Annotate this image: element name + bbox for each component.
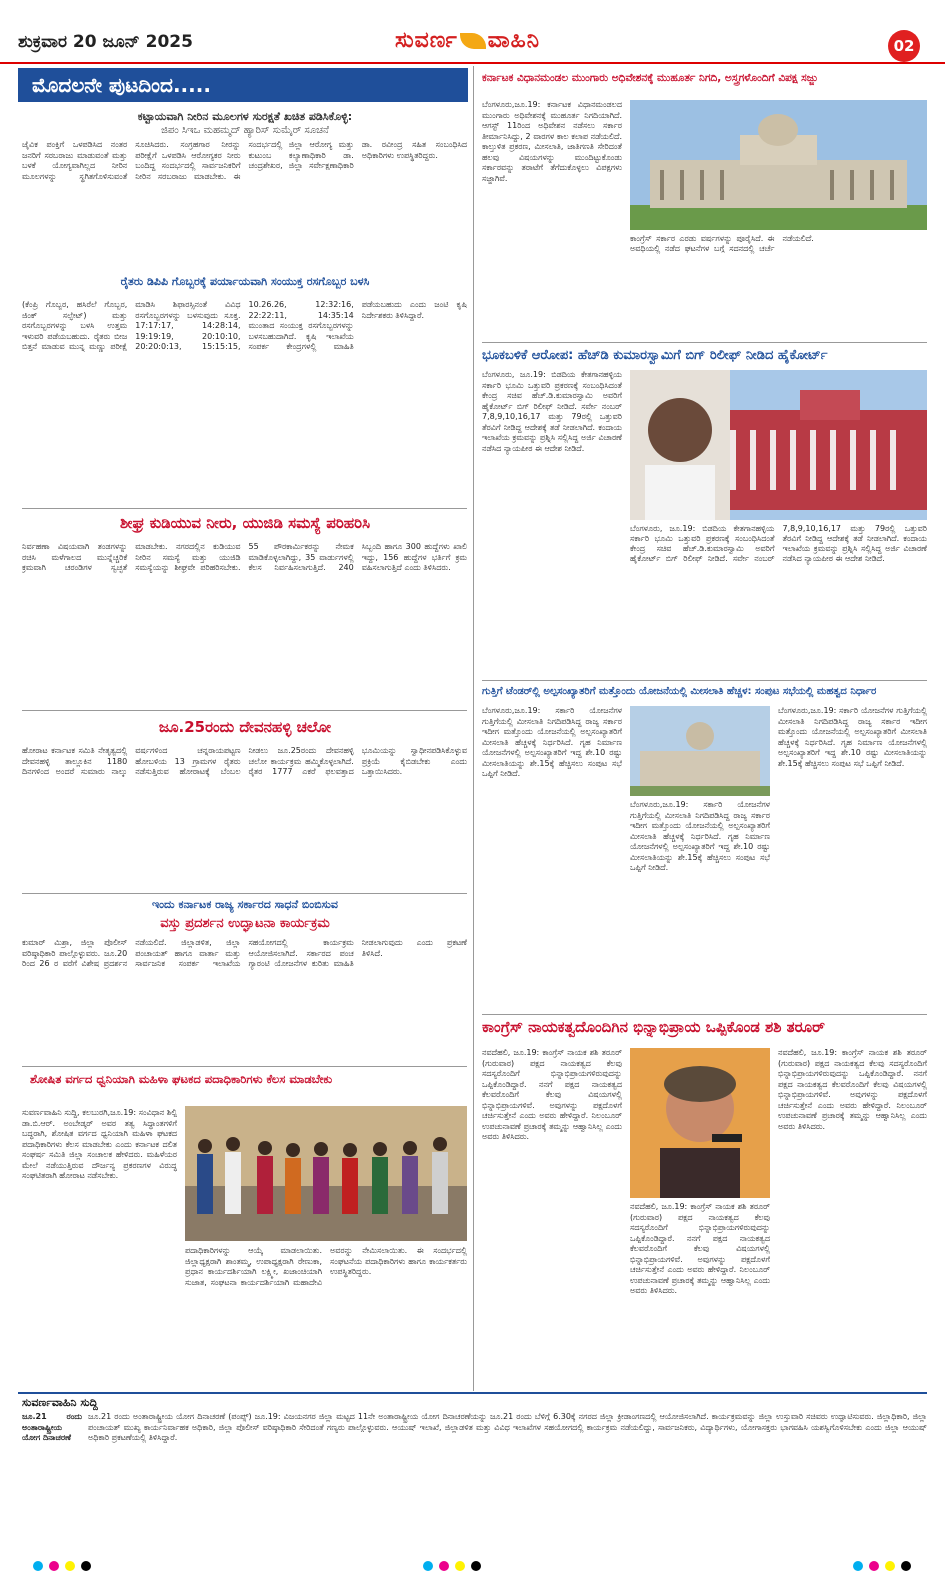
story4-body: ಹೋರಾಟ ಕರ್ನಾಟಕ ಸಮಿತಿ ನೇತೃತ್ವದಲ್ಲಿ ದೇವನಹಳ್ಳಿ ತಾಲ್ಲೂಕಿನ 1180 ದಿನಗಳಿಂದ ಅಂದರೆ ಸುಮಾರು ನಾಲ್ಕು ವರ್ಷಗಳಿಂದ ಚನ್ನರಾಯಪಟ್ಟಣ ಹೋಬಳಿಯ 13 ಗ್ರಾಮಗಳ ರೈತರು ನಡೆಸುತ್ತಿರುವ ಹೋರಾಟಕ್ಕೆ ಬೆಂಬಲ ನೀಡಲು ಜೂ.25ರಂದು ದೇವನಹಳ್ಳಿ ಚಲೋ ಕಾರ್ಯಕ್ರಮ ಹಮ್ಮಿಕೊಳ್ಳಲಾಗಿದೆ. ರೈತರ 1777 ಎಕರೆ ಫಲವತ್ತಾದ ಭೂಮಿಯನ್ನು ಸ್ವಾಧೀನಪಡಿಸಿಕೊಳ್ಳುವ ಪ್ರಕ್ರಿಯೆ ಕೈಬಿಡಬೇಕು ಎಂದು ಒತ್ತಾಯಿಸಿದರು. — [22, 746, 467, 776]
issue-date: ಶುಕ್ರವಾರ 20 ಜೂನ್ 2025 — [18, 32, 193, 52]
story-right-4-cont-2: ನವದೆಹಲಿ, ಜೂ.19: ಕಾಂಗ್ರೆಸ್ ನಾಯಕ ಶಶಿ ತರೂರ್ (ಗುರುವಾರ) ಪಕ್ಷದ ನಾಯಕತ್ವದ ಕೆಲವು ಸದಸ್ಯರೊಂದಿಗೆ ಭಿನ್ನಾಭಿಪ್ರಾಯಗಳಿರುವುದನ್ನು ಒಪ್ಪಿಕೊಂಡಿದ್ದಾರೆ. ನನಗೆ ಪಕ್ಷದ ನಾಯಕತ್ವದ ಕೆಲವರೊಂದಿಗೆ ಕೆಲವು ವಿಷಯಗಳಲ್ಲಿ ಭಿನ್ನಾಭಿಪ್ರಾಯಗಳಿವೆ. ಅವುಗಳನ್ನು ಪಕ್ಷದೊಳಗೆ ಚರ್ಚಿಸುತ್ತೇನೆ ಎಂದು ಅವರು ಹೇಳಿದ್ದಾರೆ. ನಿಲಂಬೂರ್ ಉಪಚುನಾವಣೆ ಪ್ರಚಾರಕ್ಕೆ ತಮ್ಮನ್ನು ಆಹ್ವಾನಿಸಿಲ್ಲ ಎಂದು ಅವರು ತಿಳಿಸಿದರು. — [778, 1048, 927, 1131]
building-icon — [630, 100, 927, 230]
color-dots-left — [30, 1556, 94, 1575]
story5-body: ಕುಮಾರ್ ಮಿಶ್ರಾ, ಜಿಲ್ಲಾ ಪೊಲೀಸ್ ವರಿಷ್ಠಾಧಿಕಾರಿ ಪಾಲ್ಗೊಳ್ಳುವರು. ಜೂ.20 ರಿಂದ 26 ರ ವರೆಗೆ ವಿಶೇಷ ಪ್ರದರ್ಶನ ನಡೆಯಲಿದೆ. ಜಿಲ್ಲಾಡಳಿತ, ಜಿಲ್ಲಾ ಪಂಚಾಯತ್ ಹಾಗೂ ವಾರ್ತಾ ಮತ್ತು ಸಾರ್ವಜನಿಕ ಸಂಪರ್ಕ ಇಲಾಖೆಯ ಸಹಯೋಗದಲ್ಲಿ ಕಾರ್ಯಕ್ರಮ ಆಯೋಜಿಸಲಾಗಿದೆ. ಸರ್ಕಾರದ ಪಂಚ ಗ್ಯಾರಂಟಿ ಯೋಜನೆಗಳ ಕುರಿತು ಮಾಹಿತಿ ನೀಡಲಾಗುವುದು ಎಂದು ಪ್ರಕಟಣೆ ತಿಳಿಸಿದೆ. — [22, 938, 467, 968]
story2-title: ರೈತರು ಡಿಪಿಪಿ ಗೊಬ್ಬರಕ್ಕೆ ಪರ್ಯಾಯವಾಗಿ ಸಂಯುಕ್ತ ರಸಗೊಬ್ಬರ ಬಳಸಿ — [120, 275, 370, 288]
brief-side: ಜೂ.21 ರಂದು ಅಂತಾರಾಷ್ಟ್ರೀಯ ಯೋಗ ದಿನಾಚರಣೆ — [22, 1412, 82, 1442]
lead-body: ಜೈವಿಕ ಪಂಕ್ತಿಗೆ ಒಳಪಡಿಸಿದ ನಂತರ ಜನರಿಗೆ ಸರಬರಾಜು ಮಾಡುವಂತೆ ಮತ್ತು ಬಳಕೆ ಯೋಗ್ಯವಾಗಿಲ್ಲದ ನೀರಿನ ಮೂಲಗಳನ್ನು ಸ್ಥಗಿತಗೊಳಿಸುವಂತೆ ಸೂಚಿಸಿದರು. ಸಂಗ್ರಹಗಾರ ನೀರನ್ನು ಪರೀಕ್ಷೆಗೆ ಒಳಪಡಿಸಿ ಆರೋಗ್ಯಕರ ನೀರು ಬಂದಿದ್ದ ಸಂದರ್ಭದಲ್ಲಿ ಸಾರ್ವಜನಿಕರಿಗೆ ನೀರಿನ ಸರಬರಾಜು ಮಾಡಬೇಕು. ಈ ಸಂದರ್ಭದಲ್ಲಿ ಜಿಲ್ಲಾ ಆರೋಗ್ಯ ಮತ್ತು ಕುಟುಂಬ ಕಲ್ಯಾಣಾಧಿಕಾರಿ ಡಾ. ಚಂದ್ರಶೇಖರ, ಜಿಲ್ಲಾ ಸರ್ವೇಕ್ಷಣಾಧಿಕಾರಿ ಡಾ. ರವೀಂದ್ರ ಸಹಿತ ಸಂಬಂಧಿಸಿದ ಅಧಿಕಾರಿಗಳು ಉಪಸ್ಥಿತರಿದ್ದರು. — [22, 140, 467, 181]
story4-title: ಜೂ.25ರಂದು ದೇವನಹಳ್ಳಿ ಚಲೋ — [158, 718, 332, 736]
court-and-portrait — [630, 370, 927, 520]
divider — [482, 342, 927, 343]
story-right-2-body: ಬೆಂಗಳೂರು, ಜೂ.19: ಬಿಡದಿಯ ಕೇತಗಾನಹಳ್ಳಿಯ ಸರ್ಕಾರಿ ಭೂಮಿ ಒತ್ತುವರಿ ಪ್ರಕರಣಕ್ಕೆ ಸಂಬಂಧಿಸಿದಂತೆ ಕೇಂದ್ರ ಸಚಿವ ಹೆಚ್.ಡಿ.ಕುಮಾರಸ್ವಾಮಿ ಅವರಿಗೆ ಹೈಕೋರ್ಟ್ ಬಿಗ್ ರಿಲೀಫ್ ನೀಡಿದೆ. ಸರ್ವೇ ನಂಬರ್ 7,8,9,10,16,17 ಮತ್ತು 79ರಲ್ಲಿ ಒತ್ತುವರಿ ತೆರವಿಗೆ ನೀಡಿದ್ದ ಆದೇಶಕ್ಕೆ ತಡೆ ನೀಡಲಾಗಿದೆ. ಕಂದಾಯ ಇಲಾಖೆಯ ಕ್ರಮವನ್ನು ಪ್ರಶ್ನಿಸಿ ಸಲ್ಲಿಸಿದ್ದ ಅರ್ಜಿ ವಿಚಾರಣೆ ನಡೆಸಿದ ನ್ಯಾಯಪೀಠ ಈ ಆದೇಶ ನೀಡಿದೆ. — [482, 370, 622, 453]
women-story-body-left: ಸುವರ್ಣವಾಹಿನಿ ಸುದ್ದಿ, ಕಲಬುರಗಿ,ಜೂ.19: ಸಂವಿಧಾನ ಶಿಲ್ಪಿ ಡಾ.ಬಿ.ಆರ್. ಅಂಬೇಡ್ಕರ್ ಅವರ ತತ್ವ ಸಿದ್ಧಾಂತಗಳಿಗೆ ಬದ್ಧರಾಗಿ, ಶೋಷಿತ ವರ್ಗದ ಧ್ವನಿಯಾಗಿ ಮಹಿಳಾ ಘಟಕದ ಪದಾಧಿಕಾರಿಗಳು ಕೆಲಸ ಮಾಡಬೇಕು ಎಂದು ಕರ್ನಾಟಕ ದಲಿತ ಸಂಘರ್ಷ ಸಮಿತಿ ಜಿಲ್ಲಾ ಸಂಚಾಲಕ ಹೇಳಿದರು. ಮಹಿಳೆಯರ ಮೇಲೆ ನಡೆಯುತ್ತಿರುವ ದೌರ್ಜನ್ಯ ಪ್ರಕರಣಗಳ ವಿರುದ್ಧ ಸಂಘಟಿತರಾಗಿ ಹೋರಾಟ ನಡೆಸಬೇಕು. — [22, 1108, 177, 1180]
divider — [22, 508, 467, 509]
group-photo — [185, 1106, 467, 1241]
story5-title: ಇಂದು ಕರ್ನಾಟಕ ರಾಜ್ಯ ಸರ್ಕಾರದ ಸಾಧನೆ ಬಿಂಬಿಸುವ — [152, 898, 338, 911]
story-right-3-cont-2: ಬೆಂಗಳೂರು,ಜೂ.19: ಸರ್ಕಾರಿ ಯೋಜನೆಗಳ ಗುತ್ತಿಗೆಯಲ್ಲಿ ಮೀಸಲಾತಿ ನಿಗದಿಪಡಿಸಿದ್ದ ರಾಜ್ಯ ಸರ್ಕಾರ ಇದೀಗ ಮತ್ತೊಂದು ಯೋಜನೆಯಲ್ಲಿ ಅಲ್ಪಸಂಖ್ಯಾತರಿಗೆ ಮೀಸಲಾತಿ ಹೆಚ್ಚಳಕ್ಕೆ ನಿರ್ಧರಿಸಿದೆ. ಗೃಹ ನಿರ್ಮಾಣ ಯೋಜನೆಗಳಲ್ಲಿ ಅಲ್ಪಸಂಖ್ಯಾತರಿಗೆ ಇದ್ದ ಶೇ.10 ರಷ್ಟು ಮೀಸಲಾತಿಯನ್ನು ಶೇ.15ಕ್ಕೆ ಹೆಚ್ಚಿಸಲು ಸಂಪುಟ ಸಭೆ ಒಪ್ಪಿಗೆ ನೀಡಿದೆ. — [778, 706, 927, 768]
newspaper-logo — [395, 28, 540, 53]
page-number: 02 — [888, 30, 920, 62]
building-icon — [630, 706, 770, 796]
women-story-title: ಶೋಷಿತ ವರ್ಗದ ಧ್ವನಿಯಾಗಿ ಮಹಿಳಾ ಘಟಕದ ಪದಾಧಿಕಾರಿಗಳು ಕೆಲಸ ಮಾಡಬೇಕು — [30, 1072, 333, 1086]
section-title: ಮೊದಲನೇ ಪುಟದಿಂದ..... — [18, 68, 468, 102]
divider — [22, 1066, 467, 1067]
story-right-3-body: ಬೆಂಗಳೂರು,ಜೂ.19: ಸರ್ಕಾರಿ ಯೋಜನೆಗಳ ಗುತ್ತಿಗೆಯಲ್ಲಿ ಮೀಸಲಾತಿ ನಿಗದಿಪಡಿಸಿದ್ದ ರಾಜ್ಯ ಸರ್ಕಾರ ಇದೀಗ ಮತ್ತೊಂದು ಯೋಜನೆಯಲ್ಲಿ ಅಲ್ಪಸಂಖ್ಯಾತರಿಗೆ ಮೀಸಲಾತಿ ಹೆಚ್ಚಳಕ್ಕೆ ನಿರ್ಧರಿಸಿದೆ. ಗೃಹ ನಿರ್ಮಾಣ ಯೋಜನೆಗಳಲ್ಲಿ ಅಲ್ಪಸಂಖ್ಯಾತರಿಗೆ ಇದ್ದ ಶೇ.10 ರಷ್ಟು ಮೀಸಲಾತಿಯನ್ನು ಶೇ.15ಕ್ಕೆ ಹೆಚ್ಚಿಸಲು ಸಂಪುಟ ಸಭೆ ಒಪ್ಪಿಗೆ ನೀಡಿದೆ. — [482, 706, 622, 778]
brand-right: ವಾಹಿನಿ — [487, 28, 541, 53]
story-right-4-title: ಕಾಂಗ್ರೆಸ್ ನಾಯಕತ್ವದೊಂದಿಗಿನ ಭಿನ್ನಾಭಿಪ್ರಾಯ ಒಪ್ಪಿಕೊಂಡ ಶಶಿ ತರೂರ್ — [482, 1018, 825, 1036]
divider — [18, 1392, 927, 1394]
divider — [22, 710, 467, 711]
women-story-body-right: ಪದಾಧಿಕಾರಿಗಳನ್ನು ಆಯ್ಕೆ ಮಾಡಲಾಯಿತು. ಜಿಲ್ಲಾಧ್ಯಕ್ಷರಾಗಿ ಶಾಂತಮ್ಮ, ಉಪಾಧ್ಯಕ್ಷರಾಗಿ ರೇಣುಕಾ, ಪ್ರಧಾನ ಕಾರ್ಯದರ್ಶಿಯಾಗಿ ಲಕ್ಷ್ಮೀ, ಖಜಾಂಚಿಯಾಗಿ ಸುಜಾತ, ಸಂಘಟನಾ ಕಾರ್ಯದರ್ಶಿಯಾಗಿ ಮಹಾದೇವಿ ಅವರನ್ನು ನೇಮಿಸಲಾಯಿತು. ಈ ಸಂದರ್ಭದಲ್ಲಿ ಸಂಘಟನೆಯ ಪದಾಧಿಕಾರಿಗಳು ಹಾಗೂ ಕಾರ್ಯಕರ್ತರು ಉಪಸ್ಥಿತರಿದ್ದರು. — [185, 1246, 467, 1287]
brand-left: ಸುವರ್ಣ — [395, 28, 458, 53]
divider — [482, 1014, 927, 1015]
portrait-icon — [630, 1048, 770, 1198]
color-dots-center — [420, 1556, 484, 1575]
story-right-4-body: ನವದೆಹಲಿ, ಜೂ.19: ಕಾಂಗ್ರೆಸ್ ನಾಯಕ ಶಶಿ ತರೂರ್ (ಗುರುವಾರ) ಪಕ್ಷದ ನಾಯಕತ್ವದ ಕೆಲವು ಸದಸ್ಯರೊಂದಿಗೆ ಭಿನ್ನಾಭಿಪ್ರಾಯಗಳಿರುವುದನ್ನು ಒಪ್ಪಿಕೊಂಡಿದ್ದಾರೆ. ನನಗೆ ಪಕ್ಷದ ನಾಯಕತ್ವದ ಕೆಲವರೊಂದಿಗೆ ಕೆಲವು ವಿಷಯಗಳಲ್ಲಿ ಭಿನ್ನಾಭಿಪ್ರಾಯಗಳಿವೆ. ಅವುಗಳನ್ನು ಪಕ್ಷದೊಳಗೆ ಚರ್ಚಿಸುತ್ತೇನೆ ಎಂದು ಅವರು ಹೇಳಿದ್ದಾರೆ. ನಿಲಂಬೂರ್ ಉಪಚುನಾವಣೆ ಪ್ರಚಾರಕ್ಕೆ ತಮ್ಮನ್ನು ಆಹ್ವಾನಿಸಿಲ್ಲ ಎಂದು ಅವರು ತಿಳಿಸಿದರು. — [482, 1048, 622, 1141]
group-photo-figures — [185, 1106, 467, 1241]
shashi-tharoor-photo — [630, 1048, 770, 1198]
lead-subtitle: ಜಿಪಂ ಸಿಇಒ ಮಹಮ್ಮದ್ ಹ್ಯಾರಿಸ್ ಸುಮೈರ್ ಸೂಚನೆ — [161, 125, 329, 136]
story3-body: ನಿರ್ವಹಣಾ ವಿಷಯವಾಗಿ ತಂಡಗಳನ್ನು ರಚಿಸಿ ಮಳೆಗಾಲದ ಮುನ್ನೆಚ್ಚರಿಕೆ ಕ್ರಮವಾಗಿ ಚರಂಡಿಗಳ ಸ್ವಚ್ಛತೆ ಮಾಡಬೇಕು. ನಗರದಲ್ಲಿನ ಕುಡಿಯುವ ನೀರಿನ ಸಮಸ್ಯೆ ಮತ್ತು ಯುಜಿಡಿ ಸಮಸ್ಯೆಯನ್ನು ಶೀಘ್ರವೇ ಪರಿಹರಿಸಬೇಕು. 55 ಪೌರಕಾರ್ಮಿಕರನ್ನು ನೇಮಕ ಮಾಡಿಕೊಳ್ಳಲಾಗಿದ್ದು, 35 ವಾರ್ಡುಗಳಲ್ಲಿ ಕೆಲಸ ನಿರ್ವಹಿಸಲಾಗುತ್ತಿದೆ. 240 ಸಿಬ್ಬಂದಿ ಹಾಗೂ 300 ಹುದ್ದೆಗಳು ಖಾಲಿ ಇದ್ದು, 156 ಹುದ್ದೆಗಳ ಭರ್ತಿಗೆ ಕ್ರಮ ವಹಿಸಲಾಗುತ್ತಿದೆ ಎಂದು ತಿಳಿಸಿದರು. — [22, 542, 467, 572]
divider — [22, 893, 467, 894]
story-right-3-cont: ಬೆಂಗಳೂರು,ಜೂ.19: ಸರ್ಕಾರಿ ಯೋಜನೆಗಳ ಗುತ್ತಿಗೆಯಲ್ಲಿ ಮೀಸಲಾತಿ ನಿಗದಿಪಡಿಸಿದ್ದ ರಾಜ್ಯ ಸರ್ಕಾರ ಇದೀಗ ಮತ್ತೊಂದು ಯೋಜನೆಯಲ್ಲಿ ಅಲ್ಪಸಂಖ್ಯಾತರಿಗೆ ಮೀಸಲಾತಿ ಹೆಚ್ಚಳಕ್ಕೆ ನಿರ್ಧರಿಸಿದೆ. ಗೃಹ ನಿರ್ಮಾಣ ಯೋಜನೆಗಳಲ್ಲಿ ಅಲ್ಪಸಂಖ್ಯಾತರಿಗೆ ಇದ್ದ ಶೇ.10 ರಷ್ಟು ಮೀಸಲಾತಿಯನ್ನು ಶೇ.15ಕ್ಕೆ ಹೆಚ್ಚಿಸಲು ಸಂಪುಟ ಸಭೆ ಒಪ್ಪಿಗೆ ನೀಡಿದೆ. — [630, 800, 770, 872]
story-right-3-title: ಗುತ್ತಿಗೆ ಟೆಂಡರ್‌ಲ್ಲಿ ಅಲ್ಪಸಂಖ್ಯಾತರಿಗೆ ಮತ್ತೊಂದು ಯೋಜನೆಯಲ್ಲಿ ಮೀಸಲಾತಿ ಹೆಚ್ಚಳ: ಸಂಪುಟ ಸಭೆಯಲ್ಲಿ ಮಹತ್ವದ ನಿರ್ಧಾರ — [482, 686, 877, 697]
story-right-2-caption: ಬೆಂಗಳೂರು, ಜೂ.19: ಬಿಡದಿಯ ಕೇತಗಾನಹಳ್ಳಿಯ ಸರ್ಕಾರಿ ಭೂಮಿ ಒತ್ತುವರಿ ಪ್ರಕರಣಕ್ಕೆ ಸಂಬಂಧಿಸಿದಂತೆ ಕೇಂದ್ರ ಸಚಿವ ಹೆಚ್.ಡಿ.ಕುಮಾರಸ್ವಾಮಿ ಅವರಿಗೆ ಹೈಕೋರ್ಟ್ ಬಿಗ್ ರಿಲೀಫ್ ನೀಡಿದೆ. ಸರ್ವೇ ನಂಬರ್ 7,8,9,10,16,17 ಮತ್ತು 79ರಲ್ಲಿ ಒತ್ತುವರಿ ತೆರವಿಗೆ ನೀಡಿದ್ದ ಆದೇಶಕ್ಕೆ ತಡೆ ನೀಡಲಾಗಿದೆ. ಕಂದಾಯ ಇಲಾಖೆಯ ಕ್ರಮವನ್ನು ಪ್ರಶ್ನಿಸಿ ಸಲ್ಲಿಸಿದ್ದ ಅರ್ಜಿ ವಿಚಾರಣೆ ನಡೆಸಿದ ನ್ಯಾಯಪೀಠ ಈ ಆದೇಶ ನೀಡಿದೆ. — [630, 524, 927, 563]
leaf-icon — [460, 33, 486, 49]
story-right-1-body: ಬೆಂಗಳೂರು,ಜೂ.19: ಕರ್ನಾಟಕ ವಿಧಾನಮಂಡಲದ ಮುಂಗಾರು ಅಧಿವೇಶನಕ್ಕೆ ಮುಹೂರ್ತ ನಿಗದಿಯಾಗಿದೆ. ಆಗಸ್ಟ್ 11ರಿಂದ ಅಧಿವೇಶನ ನಡೆಸಲು ಸರ್ಕಾರ ತೀರ್ಮಾನಿಸಿದ್ದು, 2 ವಾರಗಳ ಕಾಲ ಕಲಾಪ ನಡೆಯಲಿದೆ. ಕಾಲ್ತುಳಿತ ಪ್ರಕರಣ, ಮೀಸಲಾತಿ, ಜಾತಿಗಣತಿ ಸೇರಿದಂತೆ ಹಲವು ವಿಷಯಗಳನ್ನು ಮುಂದಿಟ್ಟುಕೊಂಡು ಸರ್ಕಾರವನ್ನು ತರಾಟೆಗೆ ತೆಗೆದುಕೊಳ್ಳಲು ವಿಪಕ್ಷಗಳು ಸಜ್ಜಾಗಿವೆ. — [482, 100, 622, 183]
story-right-2-title: ಭೂಕಬಳಿಕೆ ಆರೋಪ: ಹೆಚ್‌ಡಿ ಕುಮಾರಸ್ವಾಮಿಗೆ ಬಿಗ್ ರಿಲೀಫ್ ನೀಡಿದ ಹೈಕೋರ್ಟ್ — [482, 348, 828, 363]
story3-title: ಶೀಘ್ರ ಕುಡಿಯುವ ನೀರು, ಯುಜಿಡಿ ಸಮಸ್ಯೆ ಪರಿಹರಿಸಿ — [119, 514, 371, 532]
story-right-1-caption: ಕಾಂಗ್ರೆಸ್ ಸರ್ಕಾರ ಎರಡು ವರ್ಷಗಳನ್ನು ಪೂರೈಸಿದೆ. ಈ ಅವಧಿಯಲ್ಲಿ ನಡೆದ ಘಟನೆಗಳ ಬಗ್ಗೆ ಸದನದಲ್ಲಿ ಚರ್ಚೆ ನಡೆಯಲಿದೆ. — [630, 234, 814, 253]
vidhana-soudha-photo — [630, 100, 927, 230]
column-divider — [473, 66, 474, 1391]
brief-body: ಜೂ.21 ರಂದು ಅಂತಾರಾಷ್ಟ್ರೀಯ ಯೋಗ ದಿನಾಚರಣೆ (ಪಂಪ್ಸ್) ಜೂ.19: ವಿಜಯನಗರ ಜಿಲ್ಲಾ ಮಟ್ಟದ 11ನೇ ಅಂತಾರಾಷ್ಟ್ರೀಯ ಯೋಗ ದಿನಾಚರಣೆಯನ್ನು ಜೂ.21 ರಂದು ಬೆಳಿಗ್ಗೆ 6.30ಕ್ಕೆ ನಗರದ ಜಿಲ್ಲಾ ಕ್ರೀಡಾಂಗಣದಲ್ಲಿ ಆಯೋಜಿಸಲಾಗಿದೆ. ಕಾರ್ಯಕ್ರಮವನ್ನು ಜಿಲ್ಲಾ ಉಸ್ತುವಾರಿ ಸಚಿವರು ಉದ್ಘಾಟಿಸುವರು. ಜಿಲ್ಲಾಧಿಕಾರಿ, ಜಿಲ್ಲಾ ಪಂಚಾಯತ್ ಮುಖ್ಯ ಕಾರ್ಯನಿರ್ವಾಹಕ ಅಧಿಕಾರಿ, ಜಿಲ್ಲಾ ಪೊಲೀಸ್ ವರಿಷ್ಠಾಧಿಕಾರಿ ಸೇರಿದಂತೆ ಗಣ್ಯರು ಪಾಲ್ಗೊಳ್ಳುವರು. ಆಯುಷ್ ಇಲಾಖೆ, ಜಿಲ್ಲಾಡಳಿತ ಮತ್ತು ವಿವಿಧ ಇಲಾಖೆಗಳ ಸಹಯೋಗದಲ್ಲಿ ಕಾರ್ಯಕ್ರಮ ನಡೆಯಲಿದ್ದು, ಸಾರ್ವಜನಿಕರು, ವಿದ್ಯಾರ್ಥಿಗಳು, ಯೋಗಾಸಕ್ತರು ಭಾಗವಹಿಸಿ ಯಶಸ್ವಿಗೊಳಿಸಬೇಕು ಎಂದು ಜಿಲ್ಲಾ ಆಯುಷ್ ಅಧಿಕಾರಿ ಪ್ರಕಟಣೆಯಲ್ಲಿ ತಿಳಿಸಿದ್ದಾರೆ. — [88, 1412, 927, 1442]
story5-title-2: ವಸ್ತು ಪ್ರದರ್ಶನ ಉದ್ಘಾಟನಾ ಕಾರ್ಯಕ್ರಮ — [160, 916, 330, 931]
story-right-1-title: ಕರ್ನಾಟಕ ವಿಧಾನಮಂಡಲ ಮುಂಗಾರು ಅಧಿವೇಶನಕ್ಕೆ ಮುಹೂರ್ತ ನಿಗದಿ, ಅಸ್ತ್ರಗಳೊಂದಿಗೆ ವಿಪಕ್ಷ ಸಜ್ಜು — [482, 72, 818, 84]
highcourt-photo — [630, 370, 927, 520]
vidhana-soudha-photo-2 — [630, 706, 770, 796]
story2-body: (ಕೆಂಪ್ರಿ ಗೊಬ್ಬರ, ಹಸಿರೆಲೆ ಗೊಬ್ಬರ, ಜಿಂಕ್ ಸಲ್ಫೇಟ್) ಮತ್ತು ರಸಗೊಬ್ಬರಗಳನ್ನು ಬಳಸಿ ಉತ್ತಮ ಇಳುವರಿ ಪಡೆಯಬಹುದು. ರೈತರು ಬೀಜ ಬಿತ್ತನೆ ಮಾಡುವ ಮುನ್ನ ಮಣ್ಣು ಪರೀಕ್ಷೆ ಮಾಡಿಸಿ ಶಿಫಾರಸ್ಸಿನಂತೆ ವಿವಿಧ ರಸಗೊಬ್ಬರಗಳನ್ನು ಬಳಸುವುದು ಸೂಕ್ತ. 17:17:17, 14:28:14, 19:19:19, 20:10:10, 20:20:0:13, 15:15:15, 10.26.26, 12:32:16, 22:22:11, 14:35:14 ಮುಂತಾದ ಸಂಯುಕ್ತ ರಸಗೊಬ್ಬರಗಳನ್ನು ಬಳಸಬಹುದಾಗಿದೆ. ಕೃಷಿ ಇಲಾಖೆಯ ಸಂಪರ್ಕ ಕೇಂದ್ರಗಳಲ್ಲಿ ಮಾಹಿತಿ ಪಡೆಯಬಹುದು ಎಂದು ಜಂಟಿ ಕೃಷಿ ನಿರ್ದೇಶಕರು ತಿಳಿಸಿದ್ದಾರೆ. — [22, 300, 467, 351]
lead-title: ಕಟ್ಟಾಯವಾಗಿ ನೀರಿನ ಮೂಲಗಳ ಸುರಕ್ಷತೆ ಖಚಿತ ಪಡಿಸಿಕೊಳ್ಳಿ: — [137, 110, 353, 123]
print-marks — [0, 1548, 945, 1574]
color-dots-right — [850, 1556, 914, 1575]
brief-label: ಸುವರ್ಣವಾಹಿನಿ ಸುದ್ದಿ — [22, 1396, 98, 1409]
story-right-4-cont: ನವದೆಹಲಿ, ಜೂ.19: ಕಾಂಗ್ರೆಸ್ ನಾಯಕ ಶಶಿ ತರೂರ್ (ಗುರುವಾರ) ಪಕ್ಷದ ನಾಯಕತ್ವದ ಕೆಲವು ಸದಸ್ಯರೊಂದಿಗೆ ಭಿನ್ನಾಭಿಪ್ರಾಯಗಳಿರುವುದನ್ನು ಒಪ್ಪಿಕೊಂಡಿದ್ದಾರೆ. ನನಗೆ ಪಕ್ಷದ ನಾಯಕತ್ವದ ಕೆಲವರೊಂದಿಗೆ ಕೆಲವು ವಿಷಯಗಳಲ್ಲಿ ಭಿನ್ನಾಭಿಪ್ರಾಯಗಳಿವೆ. ಅವುಗಳನ್ನು ಪಕ್ಷದೊಳಗೆ ಚರ್ಚಿಸುತ್ತೇನೆ ಎಂದು ಅವರು ಹೇಳಿದ್ದಾರೆ. ನಿಲಂಬೂರ್ ಉಪಚುನಾವಣೆ ಪ್ರಚಾರಕ್ಕೆ ತಮ್ಮನ್ನು ಆಹ್ವಾನಿಸಿಲ್ಲ ಎಂದು ಅವರು ತಿಳಿಸಿದರು. — [630, 1202, 770, 1295]
divider — [482, 680, 927, 681]
